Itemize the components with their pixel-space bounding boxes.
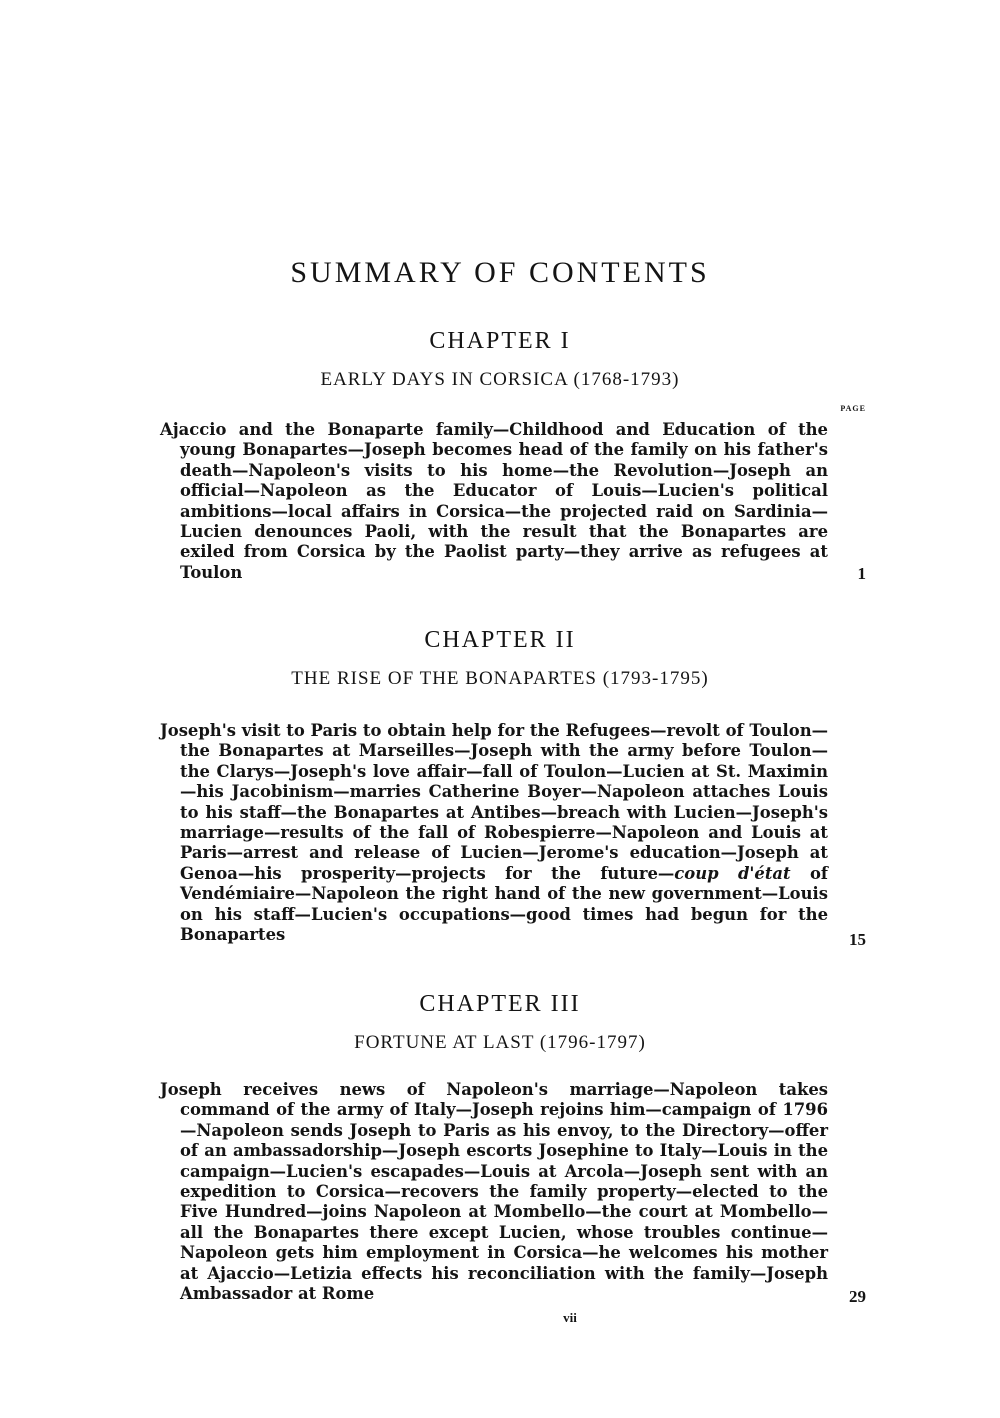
chapter-subtitle: FORTUNE AT LAST (1796-1797)	[354, 1032, 646, 1053]
chapter-1-summary: Ajaccio and the Bonaparte family—Childhood and Education of the young Bonapartes—Joseph becomes head of the family on his father's death—Napoleon's visits to his home—the Revolution—Joseph an official—Napoleon as the Educator of Louis—Lucien's political ambitions—local affairs in Corsica—the projected raid on Sardinia—Lucien denounces Paoli, with the result that the Bonapartes are exiled from Corsica by the Paolist party—they arrive as refugees at Toulon	[160, 420, 828, 582]
chapter-2-header	[0, 627, 1000, 690]
page-title: SUMMARY OF CONTENTS	[290, 256, 710, 289]
chapter-3-page-number: 29	[849, 1287, 866, 1306]
chapter-3-summary: Joseph receives news of Napoleon's marriage—Napoleon takes command of the army of Italy—Joseph rejoins him—campaign of 1796—Napoleon sends Joseph to Paris as his envoy, to the Directory—offer of an ambassadorship—Joseph escorts Josephine to Italy—Louis in the campaign—Lucien's escapades—Louis at Arcola—Joseph sent with an expedition to Corsica—recovers the family property—elected to the Five Hundred—joins Napoleon at Mombello—the court at Mombello—all the Bonapartes there except Lucien, whose troubles continue—Napoleon gets him employment in Corsica—he welcomes his mother at Ajaccio—Letizia effects his reconciliation with the family—Joseph Ambassador at Rome	[160, 1080, 828, 1304]
chapter-subtitle: THE RISE OF THE BONAPARTES (1793-1795)	[291, 668, 709, 689]
chapter-heading: CHAPTER III	[419, 991, 581, 1017]
summary-text: Joseph's visit to Paris to obtain help for the Refugees—revolt of Toulon—the Bonapartes at Marseilles—Joseph with the army before Toulon—the Clarys—Joseph's love affair—fall of Toulon—Lucien at St. Maximin—his Jacobinism—marries Catherine Boyer—Napoleon attaches Louis to his staff—the Bonapartes at Antibes—breach with Lucien—Joseph's marriage—results of the fall of Robespierre—Napoleon and Louis at Paris—arrest and release of Lucien—Jerome's education—Joseph at Genoa—his prosperity—projects for the future—	[160, 721, 828, 883]
chapter-heading: CHAPTER I	[429, 328, 571, 354]
chapter-2-page-number: 15	[849, 930, 866, 949]
chapter-3-header	[0, 991, 1000, 1054]
chapter-2-summary	[160, 721, 828, 945]
summary-italic-text: coup d'état	[674, 863, 791, 883]
chapter-subtitle: EARLY DAYS IN CORSICA (1768-1793)	[320, 369, 680, 390]
page-folio: vii	[563, 1310, 577, 1325]
chapter-1-page-number: 1	[857, 564, 866, 583]
chapter-heading: CHAPTER II	[424, 627, 576, 653]
summary-text: of Vendémiaire—Napoleon the right hand of the new government—Louis on his staff—Lucien's occupations—good times had begun for the Bonapartes	[180, 863, 828, 945]
page-column-label: PAGE	[840, 404, 866, 413]
chapter-1-header	[0, 328, 1000, 391]
